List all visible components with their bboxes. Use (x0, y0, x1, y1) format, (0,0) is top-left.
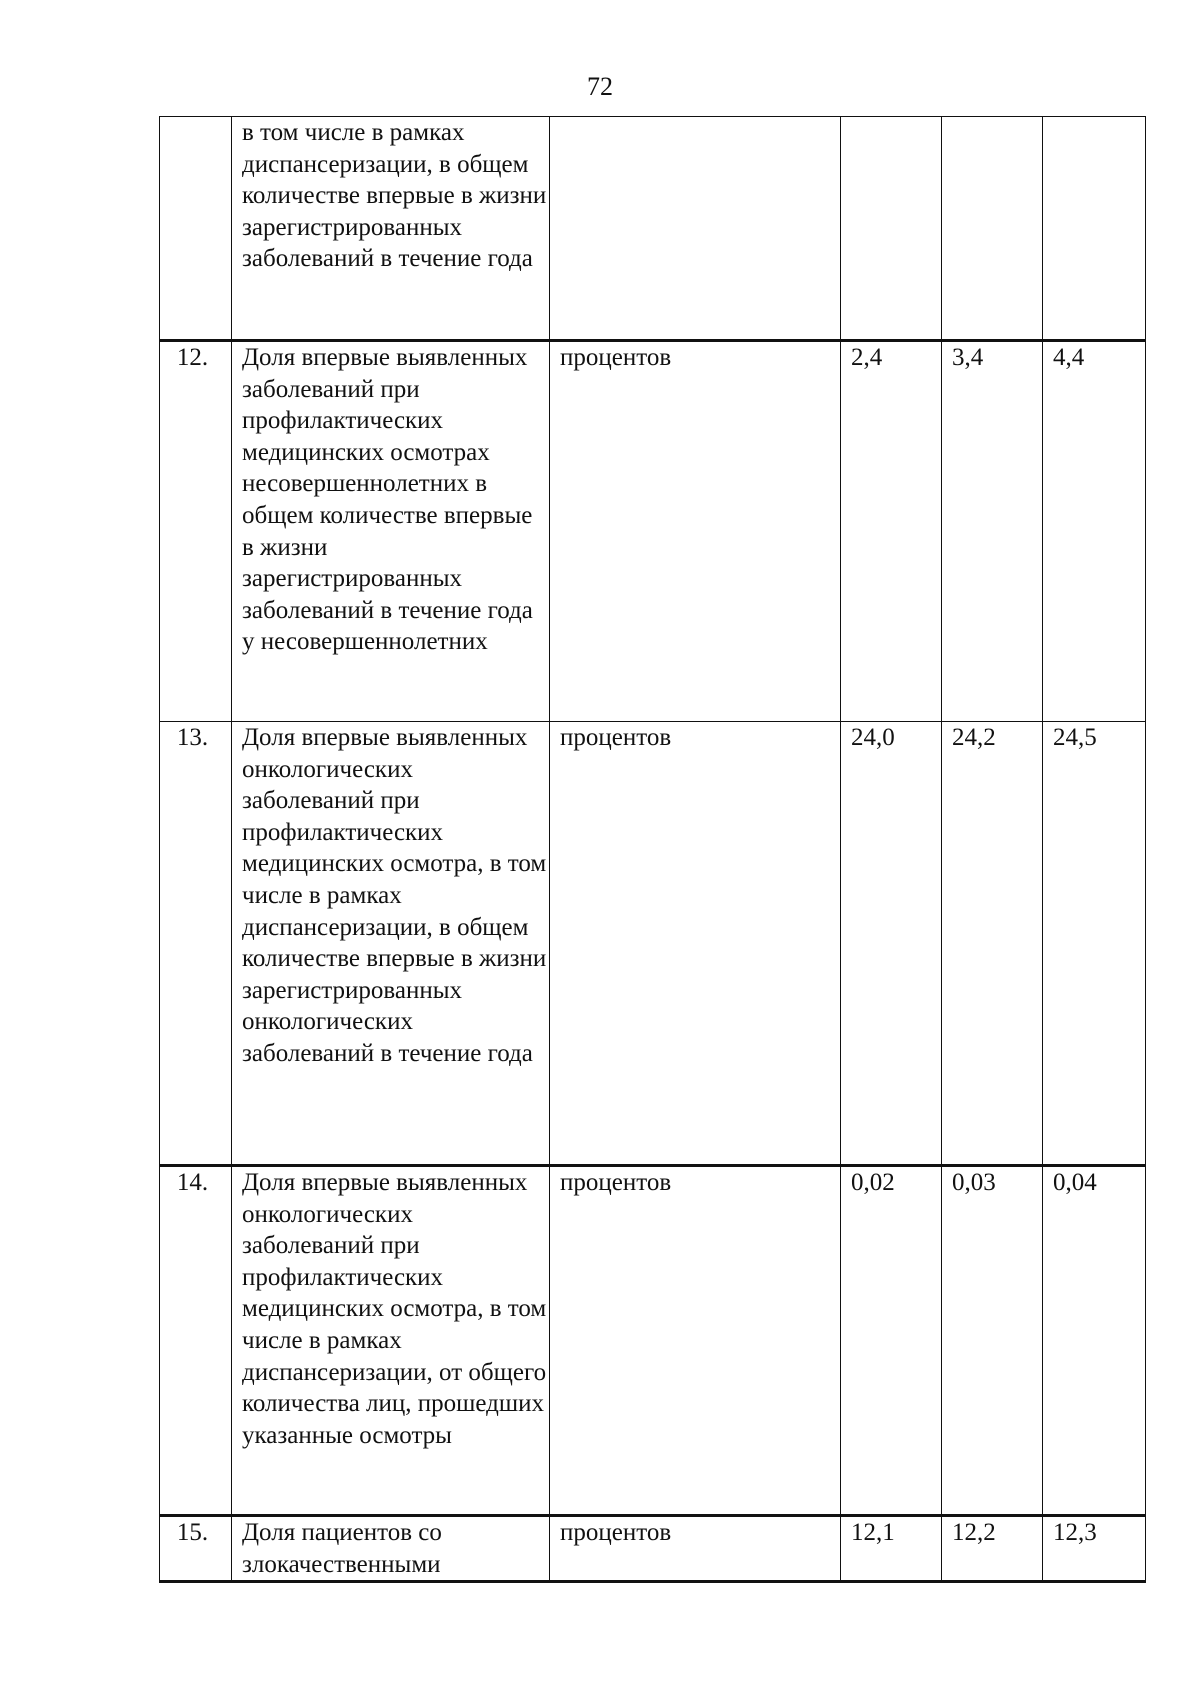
indicator-name: в том числе в рамках диспансеризации, в общем количестве впервые в жизни зарегистрированных заболеваний в течение года (232, 117, 550, 341)
row-number: 13. (160, 722, 232, 1166)
table-row (160, 1166, 1146, 1516)
value-cell-1: 2,4 (841, 341, 942, 722)
unit-cell: процентов (550, 1516, 841, 1582)
value-cell-1 (841, 117, 942, 341)
value-cell-1: 12,1 (841, 1516, 942, 1582)
row-number: 12. (160, 341, 232, 722)
unit-cell (550, 117, 841, 341)
row-number: 15. (160, 1516, 232, 1582)
table-row (160, 722, 1146, 1166)
unit-cell: процентов (550, 1166, 841, 1516)
indicator-name: Доля впервые выявленных заболеваний при профилактических медицинских осмотрах несовершеннолетних в общем количестве впервые в жизни зарегистрированных заболеваний в течение года у несовершеннолетних (232, 341, 550, 722)
value-cell-2: 12,2 (942, 1516, 1043, 1582)
value-cell-3 (1043, 117, 1146, 341)
value-cell-1: 24,0 (841, 722, 942, 1166)
indicator-name: Доля впервые выявленных онкологических заболеваний при профилактических медицинских осмотра, в том числе в рамках диспансеризации, в общем количестве впервые в жизни зарегистрированных онкологических заболеваний в течение года (232, 722, 550, 1166)
value-cell-2: 0,03 (942, 1166, 1043, 1516)
page-number: 72 (587, 72, 613, 101)
value-cell-3: 0,04 (1043, 1166, 1146, 1516)
value-cell-3: 24,5 (1043, 722, 1146, 1166)
indicator-name: Доля впервые выявленных онкологических заболеваний при профилактических медицинских осмотра, в том числе в рамках диспансеризации, от общего количества лиц, прошедших указанные осмотры (232, 1166, 550, 1516)
table-row (160, 341, 1146, 722)
value-cell-2: 24,2 (942, 722, 1043, 1166)
value-cell-1: 0,02 (841, 1166, 942, 1516)
indicators-table (159, 116, 1146, 1583)
value-cell-3: 12,3 (1043, 1516, 1146, 1582)
unit-cell: процентов (550, 341, 841, 722)
value-cell-2 (942, 117, 1043, 341)
indicator-name: Доля пациентов со злокачественными (232, 1516, 550, 1582)
value-cell-2: 3,4 (942, 341, 1043, 722)
row-number: 14. (160, 1166, 232, 1516)
value-cell-3: 4,4 (1043, 341, 1146, 722)
table-row (160, 117, 1146, 341)
table-row (160, 1516, 1146, 1582)
row-number (160, 117, 232, 341)
unit-cell: процентов (550, 722, 841, 1166)
